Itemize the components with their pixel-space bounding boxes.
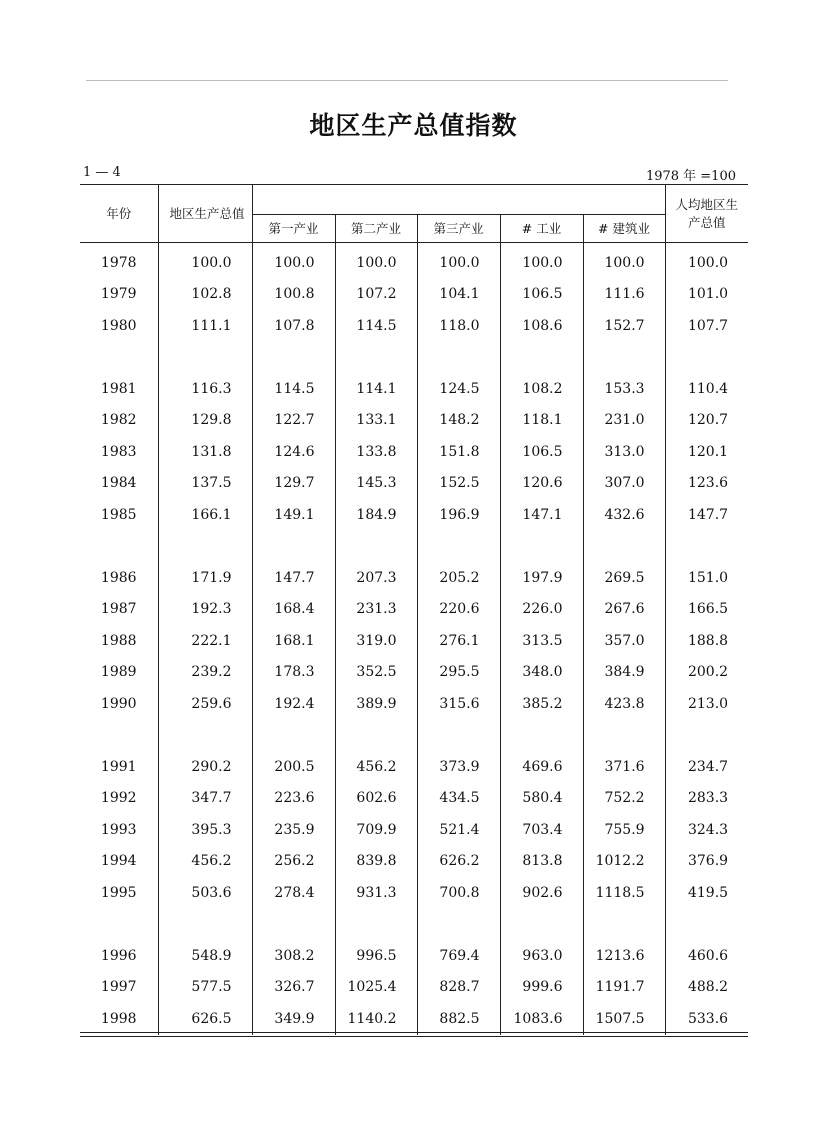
value-cell: 488.2 xyxy=(665,972,748,1004)
value-cell: 828.7 xyxy=(417,972,500,1004)
year-cell: 1997 xyxy=(100,979,137,996)
value-cell: 352.5 xyxy=(335,657,417,689)
year-cell: 1998 xyxy=(100,1010,137,1027)
value-cell: 700.8 xyxy=(417,877,500,909)
table-row xyxy=(80,783,748,815)
value-cell: 1191.7 xyxy=(583,972,665,1004)
table-body xyxy=(80,243,748,1035)
value-cell: 114.5 xyxy=(252,373,335,405)
value-cell: 347.7 xyxy=(158,783,252,815)
value-cell: 503.6 xyxy=(158,877,252,909)
value-cell: 147.1 xyxy=(500,499,583,531)
value-cell: 106.5 xyxy=(500,279,583,311)
value-cell: 107.7 xyxy=(665,310,748,342)
group-spacer-row xyxy=(80,909,748,941)
value-cell: 184.9 xyxy=(335,499,417,531)
value-cell: 100.0 xyxy=(583,243,665,279)
year-cell: 1982 xyxy=(100,412,137,429)
header-primary-industry: 第一产业 xyxy=(252,215,335,243)
value-cell: 434.5 xyxy=(417,783,500,815)
table-row xyxy=(80,468,748,500)
value-cell: 385.2 xyxy=(500,688,583,720)
group-spacer-row xyxy=(80,531,748,563)
year-cell: 1987 xyxy=(100,601,137,618)
value-cell: 315.6 xyxy=(417,688,500,720)
value-cell: 755.9 xyxy=(583,814,665,846)
value-cell: 267.6 xyxy=(583,594,665,626)
value-cell: 152.7 xyxy=(583,310,665,342)
value-cell: 1025.4 xyxy=(335,972,417,1004)
value-cell: 122.7 xyxy=(252,405,335,437)
header-construction: # 建筑业 xyxy=(583,215,665,243)
value-cell: 151.8 xyxy=(417,436,500,468)
value-cell: 1083.6 xyxy=(500,1003,583,1035)
value-cell: 137.5 xyxy=(158,468,252,500)
value-cell: 152.5 xyxy=(417,468,500,500)
value-cell: 349.9 xyxy=(252,1003,335,1035)
value-cell: 882.5 xyxy=(417,1003,500,1035)
value-cell: 295.5 xyxy=(417,657,500,689)
value-cell: 371.6 xyxy=(583,751,665,783)
value-cell: 626.2 xyxy=(417,846,500,878)
header-tertiary-industry: 第三产业 xyxy=(417,215,500,243)
year-cell: 1993 xyxy=(100,821,137,838)
value-cell: 276.1 xyxy=(417,625,500,657)
value-cell: 100.0 xyxy=(417,243,500,279)
value-cell: 963.0 xyxy=(500,940,583,972)
value-cell: 626.5 xyxy=(158,1003,252,1035)
table-row xyxy=(80,279,748,311)
value-cell: 192.4 xyxy=(252,688,335,720)
value-cell: 577.5 xyxy=(158,972,252,1004)
value-cell: 100.0 xyxy=(335,243,417,279)
value-cell: 213.0 xyxy=(665,688,748,720)
value-cell: 207.3 xyxy=(335,562,417,594)
table-number: 1 — 4 xyxy=(83,165,121,180)
value-cell: 108.2 xyxy=(500,373,583,405)
value-cell: 813.8 xyxy=(500,846,583,878)
value-cell: 226.0 xyxy=(500,594,583,626)
table-row xyxy=(80,499,748,531)
value-cell: 357.0 xyxy=(583,625,665,657)
year-cell: 1991 xyxy=(100,758,137,775)
value-cell: 106.5 xyxy=(500,436,583,468)
value-cell: 931.3 xyxy=(335,877,417,909)
value-cell: 602.6 xyxy=(335,783,417,815)
value-cell: 1012.2 xyxy=(583,846,665,878)
value-cell: 123.6 xyxy=(665,468,748,500)
value-cell: 100.0 xyxy=(158,243,252,279)
value-cell: 419.5 xyxy=(665,877,748,909)
value-cell: 703.4 xyxy=(500,814,583,846)
value-cell: 548.9 xyxy=(158,940,252,972)
value-cell: 100.0 xyxy=(665,243,748,279)
value-cell: 996.5 xyxy=(335,940,417,972)
value-cell: 231.0 xyxy=(583,405,665,437)
value-cell: 389.9 xyxy=(335,688,417,720)
value-cell: 108.6 xyxy=(500,310,583,342)
header-per-capita-gdp: 人均地区生产总值 xyxy=(665,185,748,243)
value-cell: 460.6 xyxy=(665,940,748,972)
value-cell: 769.4 xyxy=(417,940,500,972)
value-cell: 326.7 xyxy=(252,972,335,1004)
table-row xyxy=(80,846,748,878)
value-cell: 533.6 xyxy=(665,1003,748,1035)
table-row xyxy=(80,625,748,657)
value-cell: 192.3 xyxy=(158,594,252,626)
table-row xyxy=(80,436,748,468)
value-cell: 1213.6 xyxy=(583,940,665,972)
value-cell: 456.2 xyxy=(335,751,417,783)
page-title: 地区生产总值指数 xyxy=(309,111,518,140)
value-cell: 313.0 xyxy=(583,436,665,468)
value-cell: 131.8 xyxy=(158,436,252,468)
group-spacer-row xyxy=(80,720,748,752)
value-cell: 234.7 xyxy=(665,751,748,783)
year-cell: 1981 xyxy=(100,380,137,397)
value-cell: 104.1 xyxy=(417,279,500,311)
value-cell: 196.9 xyxy=(417,499,500,531)
year-cell: 1989 xyxy=(100,664,137,681)
value-cell: 114.1 xyxy=(335,373,417,405)
table-row xyxy=(80,657,748,689)
value-cell: 423.8 xyxy=(583,688,665,720)
value-cell: 149.1 xyxy=(252,499,335,531)
table-row xyxy=(80,594,748,626)
table-row xyxy=(80,877,748,909)
value-cell: 107.2 xyxy=(335,279,417,311)
value-cell: 118.1 xyxy=(500,405,583,437)
bottom-rule-double xyxy=(80,1036,748,1037)
base-year-note: 1978 年 =100 xyxy=(645,169,736,184)
year-cell: 1984 xyxy=(100,475,137,492)
value-cell: 111.1 xyxy=(158,310,252,342)
value-cell: 124.5 xyxy=(417,373,500,405)
year-cell: 1996 xyxy=(100,947,137,964)
value-cell: 384.9 xyxy=(583,657,665,689)
value-cell: 231.3 xyxy=(335,594,417,626)
header-industry: # 工业 xyxy=(500,215,583,243)
value-cell: 200.2 xyxy=(665,657,748,689)
value-cell: 100.0 xyxy=(252,243,335,279)
value-cell: 118.0 xyxy=(417,310,500,342)
table-row xyxy=(80,562,748,594)
value-cell: 110.4 xyxy=(665,373,748,405)
value-cell: 580.4 xyxy=(500,783,583,815)
year-cell: 1988 xyxy=(100,632,137,649)
year-cell: 1992 xyxy=(100,790,137,807)
value-cell: 100.0 xyxy=(500,243,583,279)
year-cell: 1994 xyxy=(100,853,137,870)
header-year: 年份 xyxy=(80,185,158,243)
header-sector-group xyxy=(252,185,665,215)
value-cell: 205.2 xyxy=(417,562,500,594)
value-cell: 188.8 xyxy=(665,625,748,657)
value-cell: 120.6 xyxy=(500,468,583,500)
value-cell: 348.0 xyxy=(500,657,583,689)
year-cell: 1979 xyxy=(100,286,137,303)
table-row xyxy=(80,310,748,342)
value-cell: 147.7 xyxy=(665,499,748,531)
table-row xyxy=(80,940,748,972)
group-spacer-row xyxy=(80,342,748,374)
value-cell: 456.2 xyxy=(158,846,252,878)
value-cell: 100.8 xyxy=(252,279,335,311)
value-cell: 319.0 xyxy=(335,625,417,657)
value-cell: 269.5 xyxy=(583,562,665,594)
value-cell: 178.3 xyxy=(252,657,335,689)
value-cell: 166.5 xyxy=(665,594,748,626)
table-row xyxy=(80,243,748,279)
value-cell: 290.2 xyxy=(158,751,252,783)
value-cell: 197.9 xyxy=(500,562,583,594)
year-cell: 1980 xyxy=(100,317,137,334)
value-cell: 469.6 xyxy=(500,751,583,783)
value-cell: 153.3 xyxy=(583,373,665,405)
value-cell: 220.6 xyxy=(417,594,500,626)
value-cell: 256.2 xyxy=(252,846,335,878)
value-cell: 307.0 xyxy=(583,468,665,500)
year-cell: 1985 xyxy=(100,506,137,523)
value-cell: 521.4 xyxy=(417,814,500,846)
value-cell: 171.9 xyxy=(158,562,252,594)
value-cell: 395.3 xyxy=(158,814,252,846)
header-gdp: 地区生产总值 xyxy=(158,185,252,243)
year-cell: 1978 xyxy=(100,254,137,271)
value-cell: 313.5 xyxy=(500,625,583,657)
value-cell: 283.3 xyxy=(665,783,748,815)
value-cell: 839.8 xyxy=(335,846,417,878)
value-cell: 124.6 xyxy=(252,436,335,468)
header-secondary-industry: 第二产业 xyxy=(335,215,417,243)
value-cell: 376.9 xyxy=(665,846,748,878)
value-cell: 145.3 xyxy=(335,468,417,500)
value-cell: 999.6 xyxy=(500,972,583,1004)
value-cell: 222.1 xyxy=(158,625,252,657)
value-cell: 107.8 xyxy=(252,310,335,342)
year-cell: 1986 xyxy=(100,569,137,586)
value-cell: 148.2 xyxy=(417,405,500,437)
top-rule xyxy=(86,80,728,81)
table-row xyxy=(80,751,748,783)
year-cell: 1990 xyxy=(100,695,137,712)
value-cell: 114.5 xyxy=(335,310,417,342)
value-cell: 902.6 xyxy=(500,877,583,909)
value-cell: 308.2 xyxy=(252,940,335,972)
value-cell: 1507.5 xyxy=(583,1003,665,1035)
value-cell: 200.5 xyxy=(252,751,335,783)
value-cell: 129.7 xyxy=(252,468,335,500)
table-row xyxy=(80,373,748,405)
value-cell: 168.4 xyxy=(252,594,335,626)
value-cell: 1140.2 xyxy=(335,1003,417,1035)
value-cell: 120.7 xyxy=(665,405,748,437)
value-cell: 147.7 xyxy=(252,562,335,594)
value-cell: 709.9 xyxy=(335,814,417,846)
value-cell: 102.8 xyxy=(158,279,252,311)
table-row xyxy=(80,972,748,1004)
value-cell: 120.1 xyxy=(665,436,748,468)
value-cell: 235.9 xyxy=(252,814,335,846)
value-cell: 373.9 xyxy=(417,751,500,783)
value-cell: 111.6 xyxy=(583,279,665,311)
value-cell: 133.1 xyxy=(335,405,417,437)
value-cell: 223.6 xyxy=(252,783,335,815)
table-row xyxy=(80,1003,748,1035)
gdp-index-table xyxy=(80,184,748,1035)
value-cell: 133.8 xyxy=(335,436,417,468)
value-cell: 259.6 xyxy=(158,688,252,720)
value-cell: 166.1 xyxy=(158,499,252,531)
value-cell: 168.1 xyxy=(252,625,335,657)
value-cell: 151.0 xyxy=(665,562,748,594)
bottom-rule xyxy=(80,1032,748,1033)
value-cell: 324.3 xyxy=(665,814,748,846)
value-cell: 129.8 xyxy=(158,405,252,437)
value-cell: 432.6 xyxy=(583,499,665,531)
value-cell: 278.4 xyxy=(252,877,335,909)
table-row xyxy=(80,688,748,720)
year-cell: 1995 xyxy=(100,884,137,901)
value-cell: 1118.5 xyxy=(583,877,665,909)
value-cell: 101.0 xyxy=(665,279,748,311)
table-row xyxy=(80,814,748,846)
value-cell: 116.3 xyxy=(158,373,252,405)
value-cell: 239.2 xyxy=(158,657,252,689)
year-cell: 1983 xyxy=(100,443,137,460)
value-cell: 752.2 xyxy=(583,783,665,815)
table-row xyxy=(80,405,748,437)
